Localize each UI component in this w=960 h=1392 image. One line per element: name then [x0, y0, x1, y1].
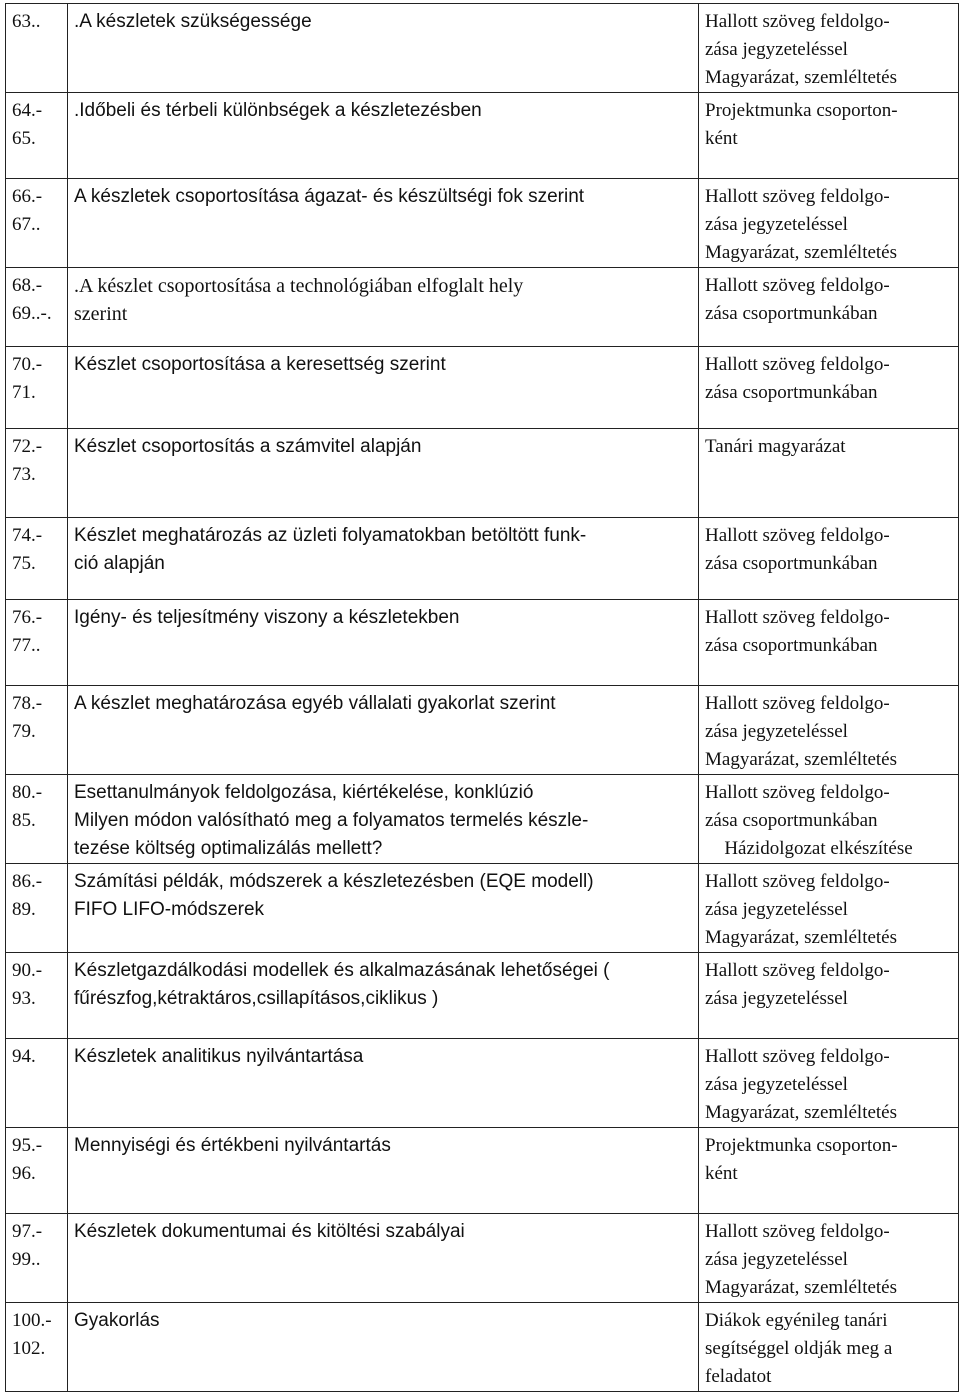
table-row — [6, 1039, 959, 1128]
method-line: Projektmunka csoporton- — [705, 100, 898, 121]
num-line: 86.- — [12, 871, 43, 892]
method-line: Hallott szöveg feldolgo- — [705, 1046, 890, 1067]
table-row — [6, 1128, 959, 1214]
method-line: zása csoportmunkában — [705, 553, 878, 574]
lesson-number-cell — [6, 1303, 68, 1392]
table-row — [6, 347, 959, 429]
topic-line: Gyakorlás — [74, 1310, 160, 1331]
lesson-number-cell — [6, 429, 68, 518]
method-line: Diákok egyénileg tanári — [705, 1310, 888, 1331]
num-line: 99.. — [12, 1249, 41, 1270]
num-line: 73. — [12, 464, 36, 485]
lesson-number-cell — [6, 179, 68, 268]
num-line: 93. — [12, 988, 36, 1009]
method-line: Hallott szöveg feldolgo- — [705, 871, 890, 892]
num-line: 66.- — [12, 186, 43, 207]
topic-cell — [68, 4, 699, 93]
num-line: 76.- — [12, 607, 43, 628]
method-line: Magyarázat, szemléltetés — [705, 1277, 898, 1298]
num-line: 63.. — [12, 11, 41, 32]
topic-line: Számítási példák, módszerek a készletezésben (EQE modell) — [74, 871, 594, 892]
method-cell — [699, 775, 959, 864]
num-line: 102. — [12, 1338, 46, 1359]
topic-line: .A készlet csoportosítása a technológiában elfoglalt hely — [74, 275, 524, 297]
table-row — [6, 268, 959, 347]
topic-cell — [68, 953, 699, 1039]
topic-line: FIFO LIFO-módszerek — [74, 899, 265, 920]
method-line: zása csoportmunkában — [705, 303, 878, 324]
table-row — [6, 93, 959, 179]
method-line: zása csoportmunkában — [705, 382, 878, 403]
lesson-number-cell — [6, 347, 68, 429]
method-cell — [699, 600, 959, 686]
num-line: 69..-. — [12, 303, 52, 324]
table-row — [6, 775, 959, 864]
method-line: Hallott szöveg feldolgo- — [705, 275, 890, 296]
topic-cell — [68, 347, 699, 429]
lesson-number-cell — [6, 686, 68, 775]
lesson-number-cell — [6, 518, 68, 600]
lesson-number-cell — [6, 600, 68, 686]
num-line: 67.. — [12, 214, 41, 235]
method-line: zása jegyzeteléssel — [705, 988, 848, 1009]
lesson-number-cell — [6, 1128, 68, 1214]
num-line: 95.- — [12, 1135, 43, 1156]
topic-line: Milyen módon valósítható meg a folyamatos termelés készle- — [74, 810, 589, 831]
topic-cell — [68, 864, 699, 953]
topic-line: .A készletek szükségessége — [74, 11, 312, 32]
method-line: Tanári magyarázat — [705, 436, 846, 457]
topic-cell — [68, 429, 699, 518]
topic-line: fűrészfog,kétraktáros,csillapításos,ciklikus ) — [74, 988, 439, 1009]
method-cell — [699, 179, 959, 268]
method-cell — [699, 4, 959, 93]
topic-cell — [68, 179, 699, 268]
method-line: Magyarázat, szemléltetés — [705, 67, 898, 88]
table-row — [6, 686, 959, 775]
topic-line: A készlet meghatározása egyéb vállalati gyakorlat szerint — [74, 693, 556, 714]
method-line: ként — [705, 128, 738, 149]
lesson-plan-page — [5, 3, 958, 1392]
topic-line: A készletek csoportosítása ágazat- és készültségi fok szerint — [74, 186, 585, 207]
method-line: Magyarázat, szemléltetés — [705, 749, 898, 770]
method-line: Hallott szöveg feldolgo- — [705, 960, 890, 981]
num-line: 89. — [12, 899, 36, 920]
num-line: 97.- — [12, 1221, 43, 1242]
table-row — [6, 429, 959, 518]
topic-cell — [68, 518, 699, 600]
num-line: 100.- — [12, 1310, 52, 1331]
topic-line: Készlet meghatározás az üzleti folyamatokban betöltött funk- — [74, 525, 587, 546]
lesson-number-cell — [6, 1039, 68, 1128]
num-line: 96. — [12, 1163, 36, 1184]
method-cell — [699, 1039, 959, 1128]
topic-line: Készletek dokumentumai és kitöltési szabályai — [74, 1221, 465, 1242]
num-line: 71. — [12, 382, 36, 403]
lesson-number-cell — [6, 775, 68, 864]
num-line: 79. — [12, 721, 36, 742]
method-line: zása jegyzeteléssel — [705, 721, 848, 742]
num-line: 65. — [12, 128, 36, 149]
num-line: 72.- — [12, 436, 43, 457]
table-row — [6, 600, 959, 686]
topic-cell — [68, 686, 699, 775]
topic-line: Készlet csoportosítása a keresettség szerint — [74, 354, 446, 375]
lesson-plan-table — [5, 3, 959, 1392]
method-line: feladatot — [705, 1366, 772, 1387]
method-line: Hallott szöveg feldolgo- — [705, 607, 890, 628]
topic-cell — [68, 1039, 699, 1128]
method-line: Hallott szöveg feldolgo- — [705, 11, 890, 32]
num-line: 68.- — [12, 275, 43, 296]
num-line: 77.. — [12, 635, 41, 656]
method-line: Hallott szöveg feldolgo- — [705, 525, 890, 546]
method-line: zása jegyzeteléssel — [705, 214, 848, 235]
table-row — [6, 1303, 959, 1392]
table-row — [6, 518, 959, 600]
method-line: Hallott szöveg feldolgo- — [705, 693, 890, 714]
method-cell — [699, 268, 959, 347]
num-line: 78.- — [12, 693, 43, 714]
lesson-number-cell — [6, 4, 68, 93]
method-line: zása csoportmunkában — [705, 635, 878, 656]
lesson-plan-body — [6, 4, 959, 1392]
method-line: zása csoportmunkában — [705, 810, 878, 831]
table-row — [6, 1214, 959, 1303]
method-line: Hallott szöveg feldolgo- — [705, 354, 890, 375]
topic-cell — [68, 1214, 699, 1303]
method-line: Projektmunka csoporton- — [705, 1135, 898, 1156]
method-cell — [699, 864, 959, 953]
topic-line: Készletgazdálkodási modellek és alkalmazásának lehetőségei ( — [74, 960, 610, 981]
method-cell — [699, 953, 959, 1039]
method-line: zása jegyzeteléssel — [705, 1074, 848, 1095]
topic-cell — [68, 600, 699, 686]
topic-line: Készletek analitikus nyilvántartása — [74, 1046, 364, 1067]
topic-line: ció alapján — [74, 553, 165, 574]
num-line: 70.- — [12, 354, 43, 375]
topic-line: Készlet csoportosítás a számvitel alapján — [74, 436, 422, 457]
method-line: ként — [705, 1163, 738, 1184]
topic-line: Mennyiségi és értékbeni nyilvántartás — [74, 1135, 391, 1156]
method-line: segítséggel oldják meg a — [705, 1338, 893, 1359]
method-line: zása jegyzeteléssel — [705, 39, 848, 60]
lesson-number-cell — [6, 953, 68, 1039]
topic-line: .Időbeli és térbeli különbségek a készletezésben — [74, 100, 482, 121]
method-cell — [699, 429, 959, 518]
num-line: 80.- — [12, 782, 43, 803]
lesson-number-cell — [6, 93, 68, 179]
method-cell — [699, 347, 959, 429]
method-line: Hallott szöveg feldolgo- — [705, 186, 890, 207]
method-line: Magyarázat, szemléltetés — [705, 1102, 898, 1123]
table-row — [6, 4, 959, 93]
topic-cell — [68, 93, 699, 179]
num-line: 64.- — [12, 100, 43, 121]
method-cell — [699, 1214, 959, 1303]
method-line: Házidolgozat elkészítése — [724, 838, 913, 859]
method-cell — [699, 1303, 959, 1392]
method-line: zása jegyzeteléssel — [705, 1249, 848, 1270]
topic-cell — [68, 775, 699, 864]
topic-line: Esettanulmányok feldolgozása, kiértékelése, konklúzió — [74, 782, 534, 803]
method-line: Magyarázat, szemléltetés — [705, 927, 898, 948]
table-row — [6, 953, 959, 1039]
table-row — [6, 179, 959, 268]
num-line: 90.- — [12, 960, 43, 981]
table-row — [6, 864, 959, 953]
lesson-number-cell — [6, 864, 68, 953]
method-line: Hallott szöveg feldolgo- — [705, 1221, 890, 1242]
method-cell — [699, 518, 959, 600]
lesson-number-cell — [6, 268, 68, 347]
method-line: zása jegyzeteléssel — [705, 899, 848, 920]
method-cell — [699, 686, 959, 775]
method-cell — [699, 1128, 959, 1214]
topic-line: tezése költség optimalizálás mellett? — [74, 838, 383, 859]
num-line: 75. — [12, 553, 36, 574]
topic-line: Igény- és teljesítmény viszony a készletekben — [74, 607, 460, 628]
method-line: Magyarázat, szemléltetés — [705, 242, 898, 263]
topic-line: szerint — [74, 303, 128, 325]
topic-cell — [68, 268, 699, 347]
method-cell — [699, 93, 959, 179]
topic-cell — [68, 1303, 699, 1392]
num-line: 74.- — [12, 525, 43, 546]
num-line: 94. — [12, 1046, 36, 1067]
num-line: 85. — [12, 810, 36, 831]
method-line: Hallott szöveg feldolgo- — [705, 782, 890, 803]
topic-cell — [68, 1128, 699, 1214]
lesson-number-cell — [6, 1214, 68, 1303]
